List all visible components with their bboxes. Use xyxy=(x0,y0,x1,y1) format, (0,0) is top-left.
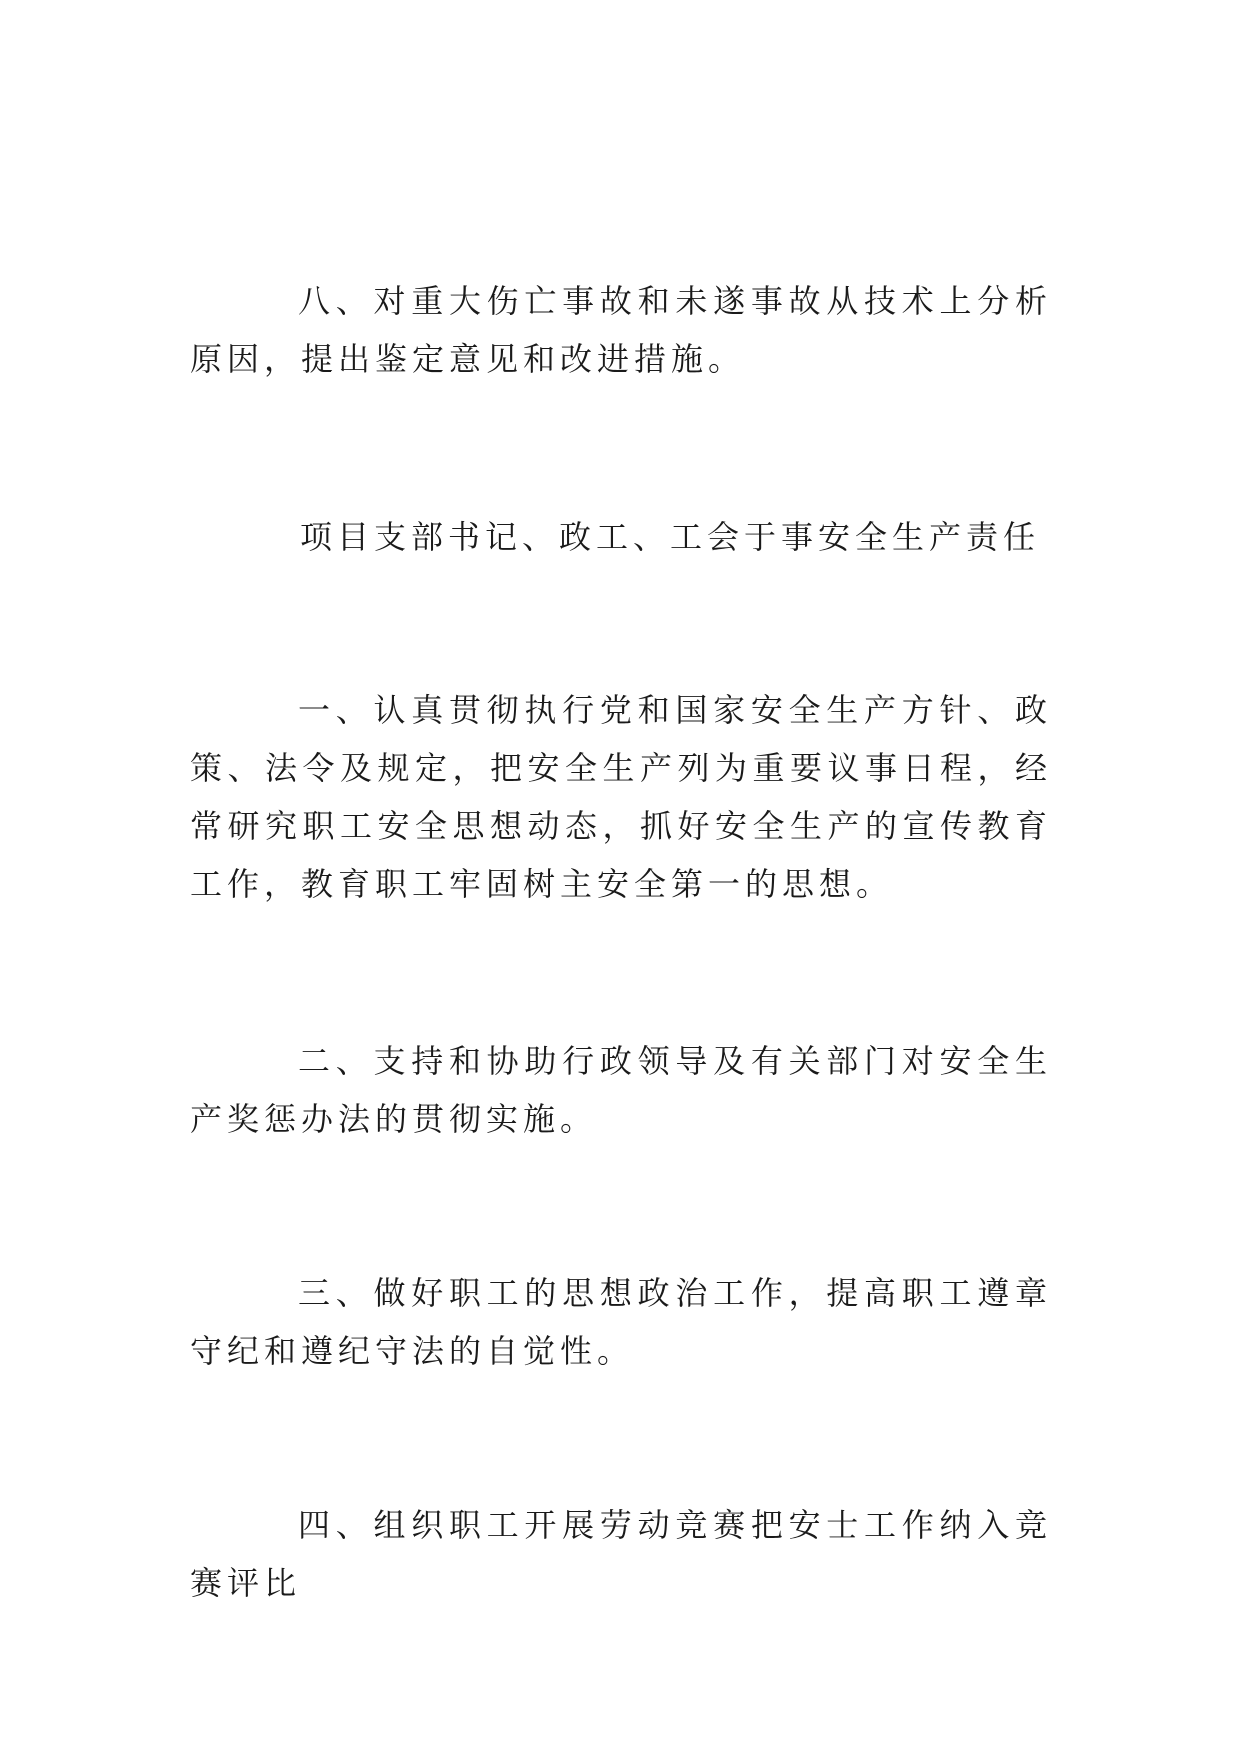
paragraph-item-8: 八、对重大伤亡事故和未遂事故从技术上分析原因，提出鉴定意见和改进措施。 xyxy=(190,282,1052,378)
paragraph-item-3: 三、做好职工的思想政治工作，提高职工遵章守纪和遵纪守法的自觉性。 xyxy=(190,1274,1052,1370)
paragraph-item-4: 四、组织职工开展劳动竞赛把安士工作纳入竞赛评比 xyxy=(190,1506,1052,1602)
section-title: 项目支部书记、政工、工会于事安全生产责任 xyxy=(300,518,1041,556)
paragraph-item-2: 二、支持和协助行政领导及有关部门对安全生产奖惩办法的贯彻实施。 xyxy=(190,1042,1052,1138)
paragraph-item-1: 一、认真贯彻执行党和国家安全生产方针、政策、法令及规定，把安全生产列为重要议事日程，经常研究职工安全思想动态，抓好安全生产的宣传教育工作，教育职工牢固树主安全第一的思想。 xyxy=(190,691,1052,903)
